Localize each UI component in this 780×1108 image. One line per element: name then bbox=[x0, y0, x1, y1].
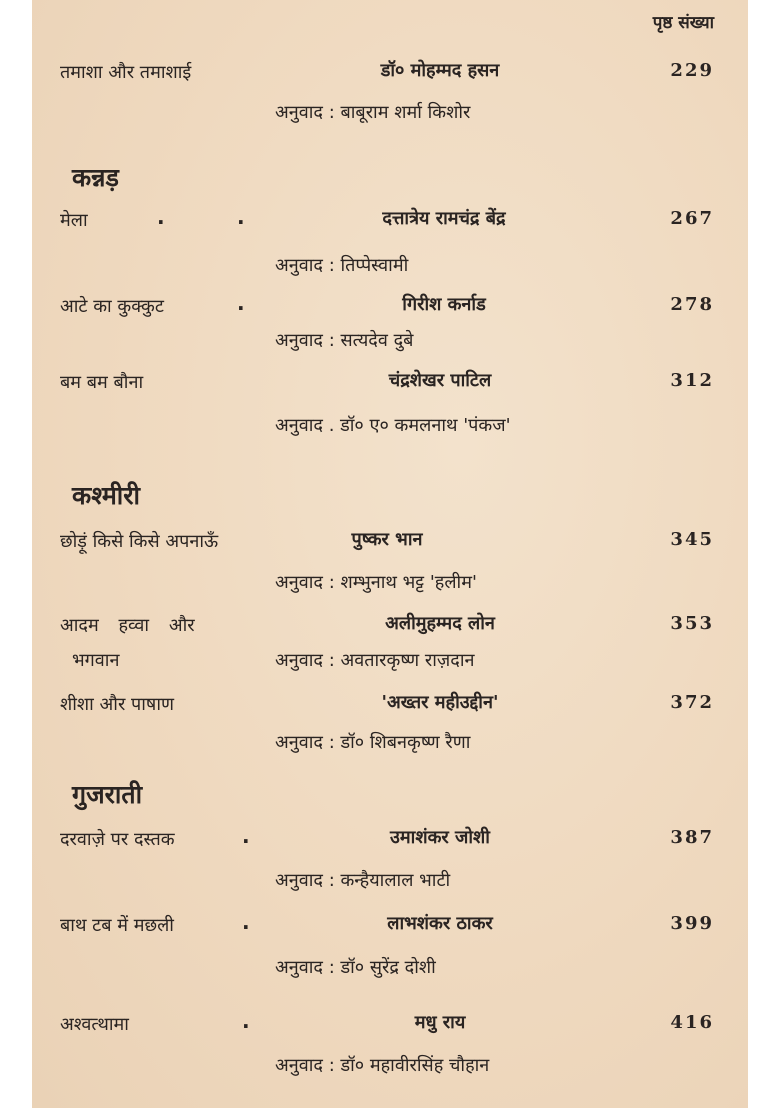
leader-dot: . bbox=[242, 910, 250, 934]
entry-title: अश्वत्थामा bbox=[60, 1014, 129, 1035]
entry-page-number: 229 bbox=[670, 60, 714, 81]
leader-dot: . bbox=[242, 824, 250, 848]
entry-title: मेला bbox=[60, 210, 88, 231]
entry-translator: अनुवाद : डॉ० सुरेंद्र दोशी bbox=[275, 957, 436, 978]
entry-translator: अनुवाद : कन्हैयालाल भाटी bbox=[275, 870, 451, 891]
entry-translator: अनुवाद : बाबूराम शर्मा किशोर bbox=[275, 102, 471, 123]
entry-translator: अनुवाद : तिप्पेस्वामी bbox=[275, 255, 409, 276]
section-heading-kannada: कन्नड़ bbox=[72, 163, 119, 192]
entry-title-continuation: भगवान bbox=[72, 650, 120, 671]
entry-title: बाथ टब में मछली bbox=[60, 915, 174, 936]
entry-author: पुष्कर भान bbox=[351, 529, 423, 550]
book-page bbox=[32, 0, 748, 1108]
entry-translator: अनुवाद : सत्यदेव दुबे bbox=[275, 330, 414, 351]
entry-title: शीशा और पाषाण bbox=[60, 694, 174, 715]
entry-author: अलीमुहम्मद लोन bbox=[385, 613, 495, 634]
entry-translator: अनुवाद : डॉ० महावीरसिंह चौहान bbox=[275, 1055, 490, 1076]
entry-translator: अनुवाद : शम्भुनाथ भट्ट 'हलीम' bbox=[275, 572, 477, 593]
entry-page-number: 312 bbox=[670, 370, 714, 391]
leader-dot: . bbox=[157, 205, 165, 229]
entry-translator: अनुवाद : डॉ० शिबनकृष्ण रैणा bbox=[275, 732, 471, 753]
entry-title: बम बम बौना bbox=[60, 372, 144, 393]
page-number-column-header: पृष्ठ संख्या bbox=[652, 13, 714, 33]
entry-page-number: 278 bbox=[670, 294, 714, 315]
entry-author: उमाशंकर जोशी bbox=[390, 827, 490, 848]
entry-translator: अनुवाद . डॉ० ए० कमलनाथ 'पंकज' bbox=[275, 415, 511, 436]
section-heading-gujarati: गुजराती bbox=[72, 780, 143, 809]
leader-dot: . bbox=[237, 205, 245, 229]
entry-page-number: 399 bbox=[670, 913, 714, 934]
entry-author: चंद्रशेखर पाटिल bbox=[388, 370, 492, 391]
entry-title: आदम हव्वा और bbox=[60, 615, 195, 636]
entry-title: छोड़ूं किसे किसे अपनाऊँ bbox=[60, 531, 219, 552]
entry-title: तमाशा और तमाशाई bbox=[60, 62, 192, 83]
entry-page-number: 345 bbox=[670, 529, 714, 550]
entry-author: गिरीश कर्नाड bbox=[402, 294, 486, 315]
entry-page-number: 387 bbox=[670, 827, 714, 848]
entry-author: 'अख्तर महीउद्दीन' bbox=[381, 692, 499, 713]
entry-page-number: 416 bbox=[670, 1012, 714, 1033]
section-heading-kashmiri: कश्मीरी bbox=[72, 481, 140, 510]
entry-author: दत्तात्रेय रामचंद्र बेंद्र bbox=[382, 208, 506, 229]
entry-title: दरवाज़े पर दस्तक bbox=[60, 829, 175, 850]
entry-page-number: 353 bbox=[670, 613, 714, 634]
entry-title: आटे का कुक्कुट bbox=[60, 296, 164, 317]
entry-author: लाभशंकर ठाकर bbox=[387, 913, 493, 934]
entry-author: मधु राय bbox=[414, 1012, 466, 1033]
entry-page-number: 267 bbox=[670, 208, 714, 229]
entry-page-number: 372 bbox=[670, 692, 714, 713]
entry-author: डॉ० मोहम्मद हसन bbox=[380, 60, 500, 81]
leader-dot: . bbox=[242, 1009, 250, 1033]
entry-translator: अनुवाद : अवतारकृष्ण राज़दान bbox=[275, 650, 475, 671]
leader-dot: . bbox=[237, 291, 245, 315]
